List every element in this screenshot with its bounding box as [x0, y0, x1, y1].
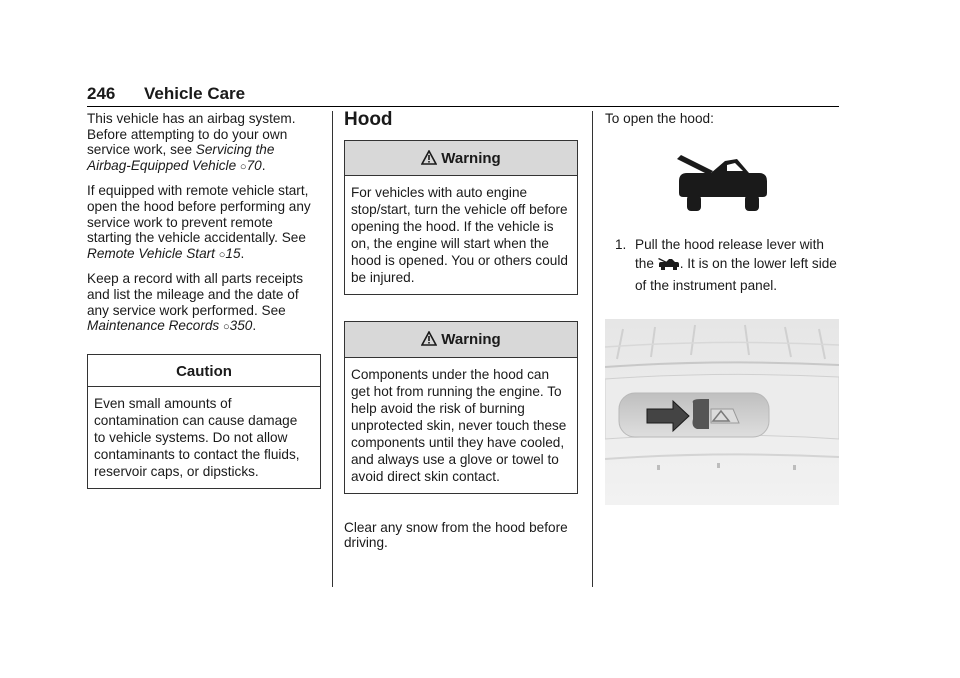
paragraph-clear-snow: Clear any snow from the hood before driving.: [344, 519, 568, 551]
paragraph-remote-start: If equipped with remote vehicle start, open the hood before performing any service work to prevent remote starting the vehicle accidentally. See Remote Vehicle Start ○15.: [87, 183, 311, 261]
xref-page[interactable]: 15: [225, 245, 241, 261]
column-left: [87, 111, 321, 489]
warning-triangle-icon: [421, 331, 437, 350]
warning-box-2: [344, 321, 578, 494]
column-divider: [592, 111, 593, 587]
warning-triangle-icon: [421, 150, 437, 169]
xref-page[interactable]: 70: [246, 157, 262, 173]
warning-body: Components under the hood can get hot from running the engine. To help avoid the risk of burning unprotected skin, never touch these components until they have cooled, and always use a glove or towel to avoid direct skin contact.: [351, 366, 567, 484]
step-item: 1. Pull the hood release lever with the . It is on the lower left side of the instrument panel.: [615, 236, 837, 293]
column-middle: [344, 111, 578, 559]
step-number: 1.: [615, 236, 627, 252]
page-reference-icon: ○: [218, 248, 226, 261]
hood-release-lever-image: [605, 319, 839, 505]
caution-title: Caution: [88, 355, 320, 388]
page-reference-icon: ○: [223, 321, 230, 334]
xref-remote-start[interactable]: Remote Vehicle Start: [87, 245, 215, 261]
caution-box: [87, 354, 321, 490]
warning-header: [345, 141, 577, 177]
warning-title: Warning: [441, 149, 501, 167]
hood-release-icon: [658, 257, 680, 276]
xref-page[interactable]: 350: [229, 318, 253, 334]
page-number: 246: [87, 84, 116, 103]
steps-list: [605, 235, 839, 295]
paragraph-records: Keep a record with all parts receipts and list the mileage and the date of any service work performed. See Maintenance Records ○350.: [87, 271, 304, 334]
page-header: [87, 84, 839, 107]
paragraph-airbag: This vehicle has an airbag system. Before attempting to do your own service work, see Servicing the Airbag-Equipped Vehicle ○70.: [87, 111, 296, 173]
warning-box-1: [344, 140, 578, 296]
warning-title: Warning: [441, 331, 501, 349]
section-heading-hood: Hood: [344, 109, 393, 130]
warning-header: [345, 322, 577, 358]
column-divider: [332, 111, 333, 587]
hood-open-icon: [675, 151, 771, 217]
xref-airbag[interactable]: Servicing the Airbag-Equipped Vehicle: [87, 142, 275, 173]
warning-body: For vehicles with auto engine stop/start, turn the vehicle off before opening the hood. If the vehicle is on, the engine will start when the hood is opened. You or others could be injured.: [351, 185, 568, 286]
xref-maintenance-records[interactable]: Maintenance Records: [87, 318, 220, 334]
page-reference-icon: ○: [239, 160, 247, 173]
column-right: [605, 111, 839, 505]
section-title: Vehicle Care: [144, 84, 246, 103]
paragraph-open-hood-intro: To open the hood:: [605, 111, 714, 126]
caution-body: Even small amounts of contamination can cause damage to vehicle systems. Do not allow contaminants to contact the fluids, reservoir caps, or dipsticks.: [94, 396, 300, 480]
